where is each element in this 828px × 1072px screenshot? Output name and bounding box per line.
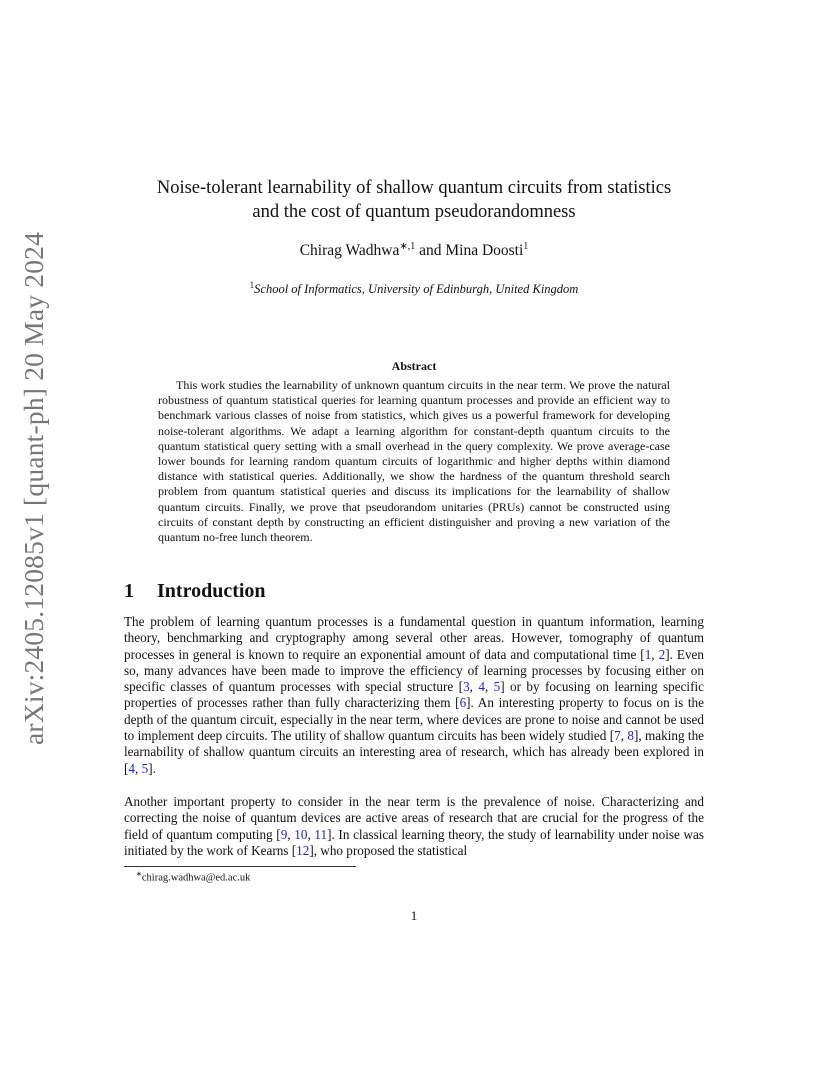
footnote-mark: ∗ xyxy=(136,870,142,878)
affiliation xyxy=(100,280,728,297)
citation-link[interactable]: 11 xyxy=(314,826,328,842)
intro-paragraph-1 xyxy=(124,614,704,777)
citation-link[interactable]: 5 xyxy=(141,760,149,776)
author-name: Chirag Wadhwa xyxy=(299,242,400,260)
citation-separator: , xyxy=(287,826,295,842)
title-line-2: and the cost of quantum pseudorandomness xyxy=(252,202,576,222)
paragraph-text: Another important property to consider in the near term is the prevalence of noise. Characterizing and correcting the noise of quantum devices are active areas of research that are crucial for the progress of the field of quantum computing [ xyxy=(124,794,704,842)
intro-paragraph-2 xyxy=(124,794,704,859)
affiliation-text: School of Informatics, University of Edinburgh, United Kingdom xyxy=(254,282,579,297)
author-affil-mark: 1 xyxy=(523,241,529,252)
citation-separator: , xyxy=(484,679,494,695)
paragraph-text: ]. An interesting property to focus on is the depth of the quantum circuit, especially in the near term, where devices are prone to noise and cannot be used to implement deep circuits. The utility of shallow quantum circuits has been widely studied [ xyxy=(124,695,705,744)
citation-link[interactable]: 8 xyxy=(627,728,634,744)
page-number: 1 xyxy=(410,908,418,923)
citation-link[interactable]: 12 xyxy=(296,842,310,858)
section-heading xyxy=(124,580,704,603)
section-title: Introduction xyxy=(157,580,266,602)
citation-separator: , xyxy=(307,826,315,842)
affiliation-mark: 1 xyxy=(249,280,255,290)
citation-link[interactable]: 9 xyxy=(280,826,288,842)
paragraph-text: The problem of learning quantum processes is a fundamental question in quantum information, learning theory, benchmarking and cryptography among several other areas. However, tomography of quantum processes in general is known to require an exponential amount of data and computational time [ xyxy=(124,614,704,662)
citation-link[interactable]: 6 xyxy=(459,695,467,711)
author-name: Mina Doosti xyxy=(445,242,524,260)
author-affil-mark: ∗,1 xyxy=(399,241,416,252)
footnote xyxy=(136,870,250,884)
citation-link[interactable]: 4 xyxy=(128,760,135,776)
citation-link[interactable]: 3 xyxy=(463,679,470,695)
paragraph-text: ], making the learnability of shallow quantum circuits an interesting area of research, which has already been explored in [ xyxy=(124,728,705,776)
author-list xyxy=(100,241,728,260)
citation-separator: , xyxy=(651,646,659,662)
citation-link[interactable]: 2 xyxy=(658,646,666,662)
section-number: 1 xyxy=(124,580,134,602)
abstract-heading: Abstract xyxy=(391,359,437,373)
citation-link[interactable]: 7 xyxy=(614,728,621,744)
citation-link[interactable]: 10 xyxy=(294,826,308,842)
footnote-divider xyxy=(124,866,356,867)
citation-link[interactable]: 5 xyxy=(493,679,501,695)
citation-separator: , xyxy=(469,679,479,695)
footnote-email[interactable]: chirag.wadhwa@ed.ac.uk xyxy=(141,872,251,884)
paragraph-text: ]. xyxy=(148,760,156,776)
paragraph-text: ] or by focusing on learning specific properties of processes rather than fully characterizing them [ xyxy=(124,679,705,711)
author-conjunction: and xyxy=(419,242,442,260)
paragraph-text: ]. In classical learning theory, the study of learnability under noise was initiated by the work of Kearns [ xyxy=(124,826,705,858)
arxiv-stamp: arXiv:2405.12085v1 [quant-ph] 20 May 2024 xyxy=(18,231,49,745)
citation-separator: , xyxy=(620,728,628,744)
citation-link[interactable]: 1 xyxy=(644,646,652,662)
citation-link[interactable]: 4 xyxy=(478,679,485,695)
citation-separator: , xyxy=(135,760,142,776)
paragraph-text: ]. Even so, many advances have been made to improve the efficiency of learning processes by focusing either on specific classes of quantum processes with special structure [ xyxy=(124,646,704,695)
paper-title xyxy=(100,176,728,224)
title-line-1: Noise-tolerant learnability of shallow quantum circuits from statistics xyxy=(156,178,672,198)
abstract-body: This work studies the learnability of unknown quantum circuits in the near term. We prove the natural robustness of quantum statistical queries for learning quantum processes and provide an efficient way to benchmark various classes of noise from statistics, which gives us a powerful framework for developing noise-tolerant algorithms. We adapt a learning algorithm for constant-depth quantum circuits to the quantum statistical query setting with a small overhead in the query complexity. We prove average-case lower bounds for learning random quantum circuits of logarithmic and higher depths within diamond distance with statistical queries. Additionally, we show the hardness of the quantum threshold search problem from quantum statistical queries and discuss its implications for the learnability of shallow quantum circuits. Finally, we prove that pseudorandom unitaries (PRUs) cannot be constructed using circuits of constant depth by constructing an efficient distinguisher and proving a new variation of the quantum no-free lunch theorem. xyxy=(158,378,670,545)
paragraph-text: ], who proposed the statistical xyxy=(309,842,468,858)
